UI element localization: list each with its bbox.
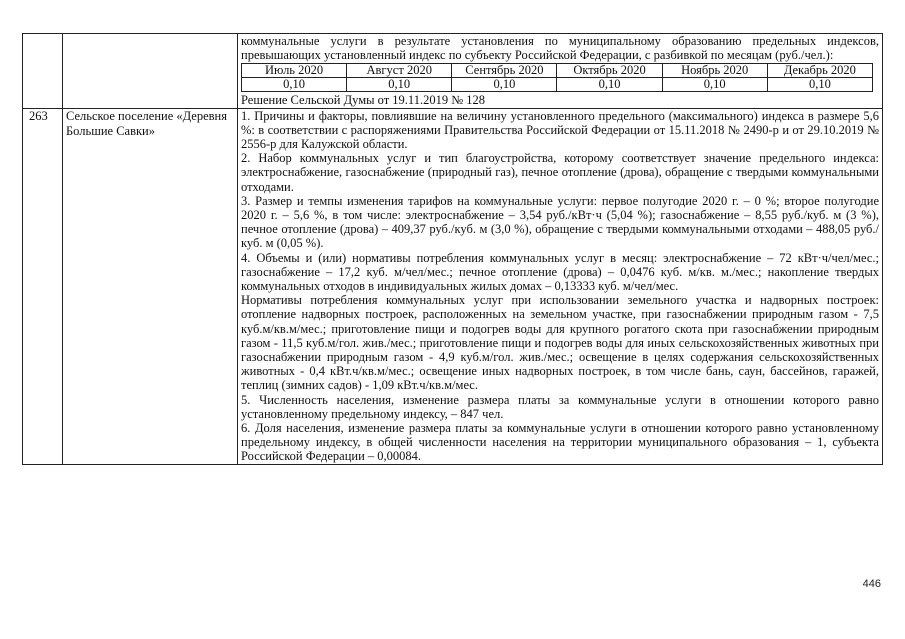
table-row-continuation — [23, 34, 883, 109]
month-header: Август 2020 — [347, 64, 452, 78]
table-row-entry — [23, 108, 883, 464]
month-value: 0,10 — [767, 78, 872, 92]
month-header: Июль 2020 — [242, 64, 347, 78]
cell-continuation-content — [238, 34, 883, 109]
month-header: Сентябрь 2020 — [452, 64, 557, 78]
entry-item-5: 5. Численность населения, изменение размера платы за коммунальные услуги в отношении которого равно установленному предельному индексу, – 847 чел. — [241, 392, 879, 421]
entry-item-1: 1. Причины и факторы, повлиявшие на величину установленного предельного (максимального) индекса в размере 5,6 %: в соответствии с распоряжениями Правительства Российской Федерации от 15.11.2018 № 2490-р и от 29.10.2019 № 2556-р для Калужской области. — [241, 108, 879, 152]
entry-item-4: 4. Объемы и (или) нормативы потребления коммунальных услуг в месяц: электроснабжение – 72 кВт·ч/чел/мес.; газоснабжение – 17,2 куб. м/чел/мес.; печное отопление (дрова) – 0,0476 куб. м/кв. м./мес.; накопление твердых коммунальных отходов в индивидуальных жилых домах – 0,13333 куб. м/чел/мес. — [241, 250, 879, 294]
entry-item-norms: Нормативы потребления коммунальных услуг при использовании земельного участка и надворных построек: отопление надворных построек, расположенных на земельном участке, при газоснабжении природным газом - 7,5 куб.м/кв.м/мес.; приготовление пищи и подогрев воды для крупного рогатого скота при газоснабжении природным газом - 11,5 куб.м/гол. жив./мес.; приготовление пищи и подогрев воды для иных сельскохозяйственных животных при газоснабжении природным газом - 4,9 куб.м/гол. жив./мес.; освещение в целях содержания сельскохозяйственных животных - 0,4 кВт.ч/кв.м/мес.; освещение иных надворных построек, в том числе бань, саун, бассейнов, гаражей, теплиц (зимних садов) - 1,09 кВт.ч/кв.м/мес. — [241, 293, 879, 393]
entry-number: 263 — [23, 108, 63, 464]
month-value: 0,10 — [662, 78, 767, 92]
month-value: 0,10 — [452, 78, 557, 92]
month-value: 0,10 — [347, 78, 452, 92]
cell-number-empty — [23, 34, 63, 109]
entry-item-2: 2. Набор коммунальных услуг и тип благоустройства, которому соответствует значение предельного индекса: электроснабжение, газоснабжение (природный газ), печное отопление (дрова), обращение с твердыми коммунальными отходами. — [241, 151, 879, 194]
entry-item-6: 6. Доля населения, изменение размера платы за коммунальные услуги в отношении которого равно установленному предельному индексу, в общей численности населения на территории муниципального образования – 1, субъекта Российской Федерации – 0,00084. — [241, 421, 879, 464]
monthly-amounts-table — [241, 63, 873, 92]
entry-details — [238, 108, 883, 464]
entry-municipality-name: Сельское поселение «Деревня Большие Савки» — [63, 108, 238, 464]
indices-table — [22, 33, 883, 465]
months-values-row — [242, 78, 873, 92]
decision-reference: Решение Сельской Думы от 19.11.2019 № 128 — [241, 93, 486, 108]
month-value: 0,10 — [242, 78, 347, 92]
months-header-row — [242, 64, 873, 78]
document-sheet — [22, 33, 882, 465]
month-header: Ноябрь 2020 — [662, 64, 767, 78]
page-number: 446 — [862, 578, 881, 590]
month-value: 0,10 — [557, 78, 662, 92]
entry-item-3: 3. Размер и темпы изменения тарифов на коммунальные услуги: первое полугодие 2020 г. – 0 %; второе полугодие 2020 г. – 5,6 %, в том числе: электроснабжение – 3,54 руб./кВт·ч (5,04 %); газоснабжение – 8,55 руб./куб. м (3 %), печное отопление (дрова) – 409,37 руб./куб. м (3,0 %), обращение с твердыми коммунальными отходами – 488,05 руб./куб. м (0,05 %). — [241, 193, 879, 251]
month-header: Декабрь 2020 — [767, 64, 872, 78]
intro-text: коммунальные услуги в результате установления по муниципальному образованию предельных индексов, превышающих установленный индекс по субъекту Российской Федерации, с разбивкой по месяцам (руб./чел.): — [241, 34, 879, 63]
cell-name-empty — [63, 34, 238, 109]
month-header: Октябрь 2020 — [557, 64, 662, 78]
